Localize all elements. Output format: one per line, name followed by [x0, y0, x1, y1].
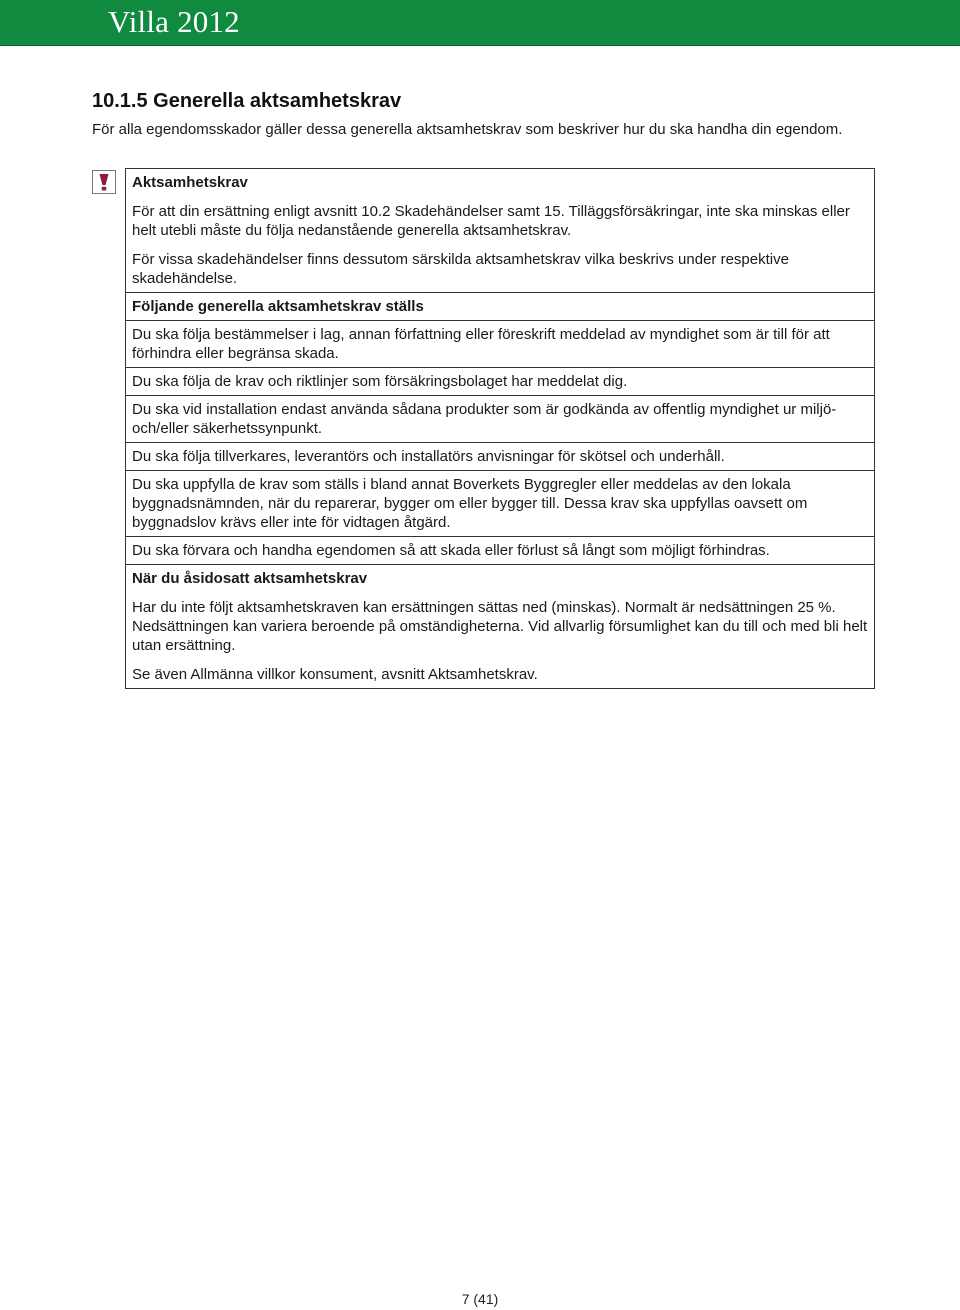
rule-text: Du ska vid installation endast använda sådana produkter som är godkända av offentlig myndighet ur miljö- och/eller säkerhetssynpunkt. [132, 401, 837, 437]
rule-row [126, 395, 874, 442]
page-number: 7 (41) [461, 1291, 499, 1307]
aktsamhet-paragraph: För att din ersättning enligt avsnitt 10.2 Skadehändelser samt 15. Tilläggsförsäkringar, inte ska minskas eller helt utebli måste du följa nedanstående generella aktsamhetskrav. [132, 203, 850, 239]
foljande-title-row [126, 292, 874, 320]
rule-text: Du ska följa tillverkares, leverantörs och installatörs anvisningar för skötsel och underhåll. [132, 448, 725, 465]
exclamation-icon [92, 170, 116, 194]
asidosatt-paragraph: Se även Allmänna villkor konsument, avsnitt Aktsamhetskrav. [132, 666, 538, 683]
rule-text: Du ska följa de krav och riktlinjer som försäkringsbolaget har meddelat dig. [132, 373, 628, 390]
foljande-title: Följande generella aktsamhetskrav ställs [132, 298, 424, 315]
rule-text: Du ska förvara och handha egendomen så att skada eller förlust så långt som möjligt förhindras. [132, 542, 770, 559]
requirements-box [125, 168, 875, 689]
aktsamhet-row [126, 169, 874, 292]
section-heading: 10.1.5 Generella aktsamhetskrav [92, 90, 402, 112]
rule-row [126, 367, 874, 395]
asidosatt-row [126, 564, 874, 688]
rule-text: Du ska följa bestämmelser i lag, annan författning eller föreskrift meddelad av myndighet som är till för att förhindra eller begränsa skada. [132, 326, 830, 362]
rule-row [126, 536, 874, 564]
rule-row [126, 470, 874, 536]
asidosatt-title: När du åsidosatt aktsamhetskrav [132, 570, 368, 587]
document-title: Villa 2012 [108, 4, 240, 39]
rule-row [126, 320, 874, 367]
rule-text: Du ska uppfylla de krav som ställs i bland annat Boverkets Byggregler eller meddelas av den lokala byggnadsnämnden, när du reparerar, bygger om eller bygger till. Dessa krav ska uppfyllas oavsett om byggnadslov krävs eller inte för vidtagen åtgärd. [132, 476, 808, 531]
section-intro: För alla egendomsskador gäller dessa generella aktsamhetskrav som beskriver hur du ska handha din egendom. [92, 121, 843, 138]
header-banner [0, 0, 960, 46]
asidosatt-paragraph: Har du inte följt aktsamhetskraven kan ersättningen sättas ned (minskas). Normalt är nedsättningen 25 %. Nedsättningen kan variera beroende på omständigheterna. Vid allvarlig försumlighet kan du till och med bli helt utan ersättning. [132, 599, 868, 654]
rule-row [126, 442, 874, 470]
aktsamhet-paragraph: För vissa skadehändelser finns dessutom särskilda aktsamhetskrav vilka beskrivs under respektive skadehändelse. [132, 251, 789, 287]
aktsamhet-title: Aktsamhetskrav [132, 174, 248, 191]
